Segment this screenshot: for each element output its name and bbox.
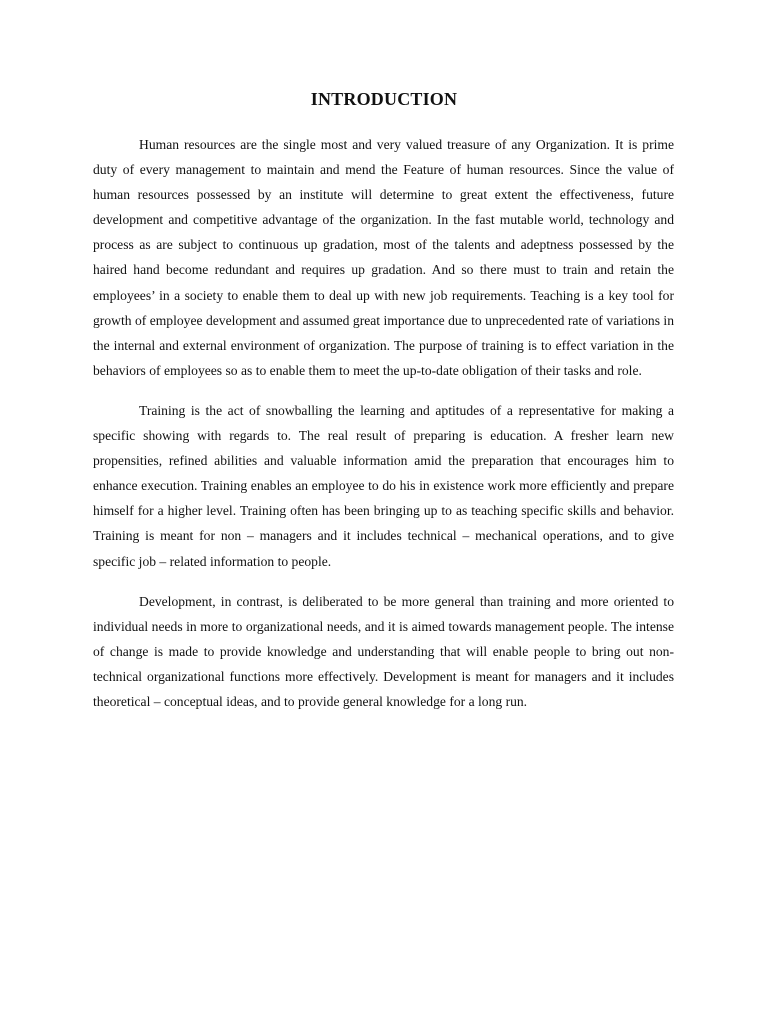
page-title: INTRODUCTION: [310, 89, 458, 109]
paragraph-training: Training is the act of snowballing the learning and aptitudes of a representative for making a specific showing with regards to. The real result of preparing is education. A fresher learn new propensities, refined abilities and valuable information amid the preparation that encourages him to enhance execution. Training enables an employee to do his in existence work more efficiently and prepare himself for a higher level. Training often has been bringing up to as teaching specific skills and behavior. Training is meant for non – managers and it includes technical – mechanical operations, and to give specific job – related information to people.: [93, 402, 674, 569]
document-body: [93, 132, 674, 729]
paragraph-development: Development, in contrast, is deliberated to be more general than training and more oriented to individual needs in more to organizational needs, and it is aimed towards management people. The intense of change is made to provide knowledge and understanding that will enable people to bring out non-technical organizational functions more effectively. Development is meant for managers and it includes theoretical – conceptual ideas, and to provide general knowledge for a long run.: [93, 593, 674, 709]
paragraph-human-resources: Human resources are the single most and very valued treasure of any Organization. It is prime duty of every management to maintain and mend the Feature of human resources. Since the value of human resources possessed by an institute will determine to great extent the effectiveness, future development and competitive advantage of the organization. In the fast mutable world, technology and process as are subject to continuous up gradation, most of the talents and adeptness possessed by the haired hand become redundant and requires up gradation. And so there must to train and retain the employees’ in a society to enable them to deal up with new job requirements. Teaching is a key tool for growth of employee development and assumed great importance due to unprecedented rate of variations in the internal and external environment of organization. The purpose of training is to effect variation in the behaviors of employees so as to enable them to meet the up-to-date obligation of their tasks and role.: [93, 137, 674, 378]
